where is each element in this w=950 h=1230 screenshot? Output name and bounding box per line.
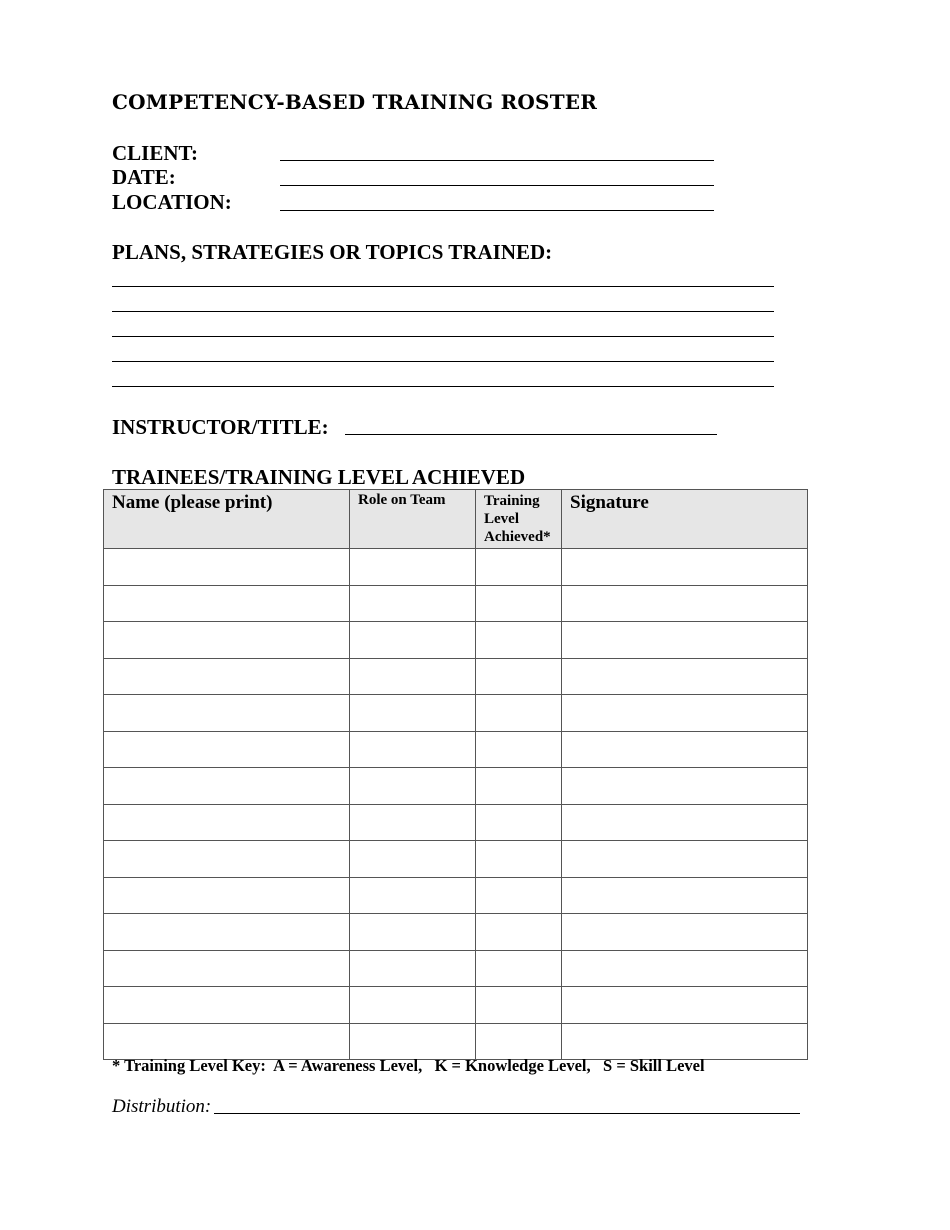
trainees-heading: TRAINEES/TRAINING LEVEL ACHIEVED bbox=[112, 465, 526, 489]
role-cell[interactable] bbox=[350, 877, 476, 914]
name-cell[interactable] bbox=[104, 549, 350, 586]
level-cell[interactable] bbox=[476, 731, 562, 768]
topic-line[interactable] bbox=[112, 336, 774, 337]
name-cell[interactable] bbox=[104, 695, 350, 732]
name-cell[interactable] bbox=[104, 987, 350, 1024]
role-cell[interactable] bbox=[350, 950, 476, 987]
signature-cell[interactable] bbox=[562, 1023, 808, 1060]
table-row bbox=[104, 585, 808, 622]
level-cell[interactable] bbox=[476, 695, 562, 732]
role-cell[interactable] bbox=[350, 695, 476, 732]
level-cell[interactable] bbox=[476, 549, 562, 586]
role-cell[interactable] bbox=[350, 804, 476, 841]
column-header-level: Training Level Achieved* bbox=[476, 490, 562, 549]
role-cell[interactable] bbox=[350, 841, 476, 878]
signature-cell[interactable] bbox=[562, 695, 808, 732]
signature-cell[interactable] bbox=[562, 804, 808, 841]
name-cell[interactable] bbox=[104, 585, 350, 622]
distribution-field-line[interactable] bbox=[214, 1113, 800, 1114]
client-label: CLIENT: bbox=[112, 141, 198, 165]
signature-cell[interactable] bbox=[562, 987, 808, 1024]
table-row bbox=[104, 731, 808, 768]
role-cell[interactable] bbox=[350, 549, 476, 586]
level-cell[interactable] bbox=[476, 768, 562, 805]
location-field-line[interactable] bbox=[280, 210, 714, 211]
role-cell[interactable] bbox=[350, 768, 476, 805]
name-cell[interactable] bbox=[104, 804, 350, 841]
level-cell[interactable] bbox=[476, 585, 562, 622]
column-header-signature: Signature bbox=[562, 490, 808, 549]
role-cell[interactable] bbox=[350, 585, 476, 622]
training-level-key: * Training Level Key: A = Awareness Level, K = Knowledge Level, S = Skill Level bbox=[112, 1056, 705, 1075]
table-row bbox=[104, 549, 808, 586]
name-cell[interactable] bbox=[104, 950, 350, 987]
instructor-field-line[interactable] bbox=[345, 434, 717, 435]
date-label: DATE: bbox=[112, 165, 176, 189]
level-cell[interactable] bbox=[476, 841, 562, 878]
level-cell[interactable] bbox=[476, 987, 562, 1024]
topic-line[interactable] bbox=[112, 311, 774, 312]
level-cell[interactable] bbox=[476, 804, 562, 841]
level-cell[interactable] bbox=[476, 950, 562, 987]
name-cell[interactable] bbox=[104, 877, 350, 914]
trainee-rows bbox=[104, 549, 808, 1060]
signature-cell[interactable] bbox=[562, 622, 808, 659]
table-row bbox=[104, 987, 808, 1024]
date-field-line[interactable] bbox=[280, 185, 714, 186]
table-row bbox=[104, 1023, 808, 1060]
signature-cell[interactable] bbox=[562, 877, 808, 914]
table-row bbox=[104, 622, 808, 659]
level-cell[interactable] bbox=[476, 877, 562, 914]
table-row bbox=[104, 914, 808, 951]
name-cell[interactable] bbox=[104, 658, 350, 695]
signature-cell[interactable] bbox=[562, 658, 808, 695]
location-label: LOCATION: bbox=[112, 190, 232, 214]
table-row bbox=[104, 950, 808, 987]
role-cell[interactable] bbox=[350, 1023, 476, 1060]
signature-cell[interactable] bbox=[562, 549, 808, 586]
name-cell[interactable] bbox=[104, 1023, 350, 1060]
signature-cell[interactable] bbox=[562, 950, 808, 987]
name-cell[interactable] bbox=[104, 914, 350, 951]
signature-cell[interactable] bbox=[562, 768, 808, 805]
signature-cell[interactable] bbox=[562, 731, 808, 768]
level-cell[interactable] bbox=[476, 914, 562, 951]
table-row bbox=[104, 768, 808, 805]
trainee-table bbox=[103, 489, 808, 1060]
signature-cell[interactable] bbox=[562, 914, 808, 951]
name-cell[interactable] bbox=[104, 768, 350, 805]
column-header-role: Role on Team bbox=[350, 490, 476, 549]
page-title: COMPETENCY-BASED TRAINING ROSTER bbox=[112, 90, 598, 114]
topic-line[interactable] bbox=[112, 386, 774, 387]
signature-cell[interactable] bbox=[562, 841, 808, 878]
table-row bbox=[104, 877, 808, 914]
table-row bbox=[104, 841, 808, 878]
name-cell[interactable] bbox=[104, 841, 350, 878]
level-cell[interactable] bbox=[476, 622, 562, 659]
role-cell[interactable] bbox=[350, 914, 476, 951]
table-row bbox=[104, 658, 808, 695]
level-cell[interactable] bbox=[476, 1023, 562, 1060]
table-row bbox=[104, 695, 808, 732]
role-cell[interactable] bbox=[350, 658, 476, 695]
table-header-row bbox=[104, 490, 808, 549]
client-field-line[interactable] bbox=[280, 160, 714, 161]
name-cell[interactable] bbox=[104, 731, 350, 768]
role-cell[interactable] bbox=[350, 622, 476, 659]
instructor-label: INSTRUCTOR/TITLE: bbox=[112, 415, 329, 439]
signature-cell[interactable] bbox=[562, 585, 808, 622]
role-cell[interactable] bbox=[350, 731, 476, 768]
topic-line[interactable] bbox=[112, 361, 774, 362]
distribution-label: Distribution: bbox=[112, 1096, 212, 1117]
column-header-name: Name (please print) bbox=[104, 490, 350, 549]
level-cell[interactable] bbox=[476, 658, 562, 695]
role-cell[interactable] bbox=[350, 987, 476, 1024]
topic-line[interactable] bbox=[112, 286, 774, 287]
table-row bbox=[104, 804, 808, 841]
name-cell[interactable] bbox=[104, 622, 350, 659]
topics-heading: PLANS, STRATEGIES OR TOPICS TRAINED: bbox=[112, 240, 553, 264]
